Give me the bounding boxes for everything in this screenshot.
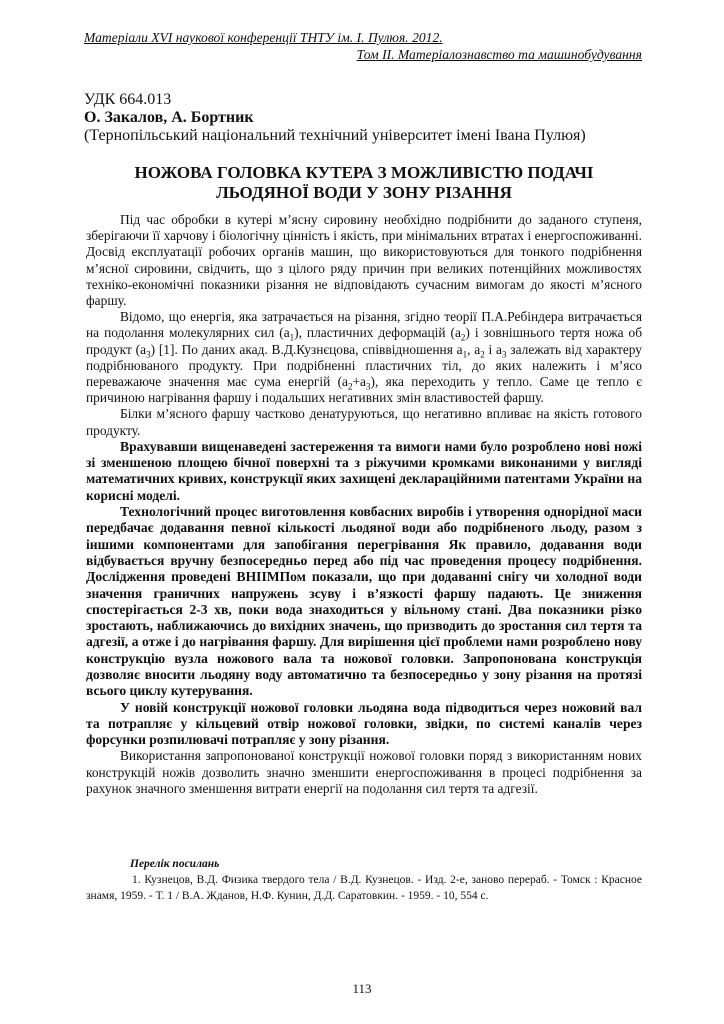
reference-item-1: 1. Кузнецов, В.Д. Физика твердого тела / В.Д. Кузнецов. - Изд. 2-е, заново перераб. - Томск : Красное знамя, 1959. - Т. 1 / В.А. Жданов, Н.Ф. Кунин, Д.Д. Саратовкин. - 1959. - 10, 554 с.: [86, 874, 642, 902]
paper-title-line-1: НОЖОВА ГОЛОВКА КУТЕРА З МОЖЛИВІСТЮ ПОДАЧІ: [134, 163, 594, 182]
references-heading: Перелік посилань: [130, 858, 220, 870]
udc-code: УДК 664.013: [84, 91, 172, 108]
authors: О. Закалов, А. Бортник: [84, 109, 254, 126]
affiliation: (Тернопільський національний технічний університет імені Івана Пулюя): [84, 127, 586, 144]
paragraph-5-bold: Технологічний процес виготовлення ковбасних виробів і утворення однорідної маси передбачає додавання певної кількості льодяної води або подрібненого льоду, разом з іншими компонентами для запобігання перегрівання Як правило, додавання води відбувається вручну безпосередньо перед або під час проведення процесу подрібнення. Дослідження проведені ВНІІМПом показали, що при додаванні снігу чи холодної води значення граничних напружень зсуву і в’язкості фаршу падають. Це зниження спостерігається 2-3 хв, поки вода знаходиться у вільному стані. Два показники різко зростають, наближаючись до вихідних значень, що призводить до зростання сил тертя та адгезії, а отже і до нагрівання фаршу. Для вирішення цієї проблеми нами розроблено нову конструкцію вузла ножового вала та ножової головки. Запропонована конструкція дозволяє вносити льодяну воду автоматично та безпосередньо у зону різання на протязі всього циклу кутерування.: [86, 504, 642, 699]
paragraph-3: Білки м’ясного фаршу частково денатуруються, що негативно впливає на якість готового продукту.: [86, 406, 642, 438]
paper-body: [86, 212, 642, 797]
paragraph-4-bold: Врахувавши вищенаведені застереження та вимоги нами було розроблено нові ножі зі зменшеною площею бічної поверхні та з ріжучими кромками виконаними у вигляді математичних кривих, конструкції яких захищені деклараційними патентами України на корисні моделі.: [86, 438, 642, 503]
paragraph-7: Використання запропонованої конструкції ножової головки поряд з використанням нових конструкцій ножів дозволить значно зменшити енергоспоживання в процесі подрібнення за рахунок значного зменшення витрати енергії на подолання сил тертя та адгезії.: [86, 748, 642, 796]
running-head-volume: Том II. Матеріалознавство та машинобудування: [356, 47, 642, 62]
paragraph-2: Відомо, що енергія, яка затрачається на різання, згідно теорії П.А.Ребіндера витрачається на подолання молекулярних сил $(а_1)$, пластичних деформацій $(а_2)$ і зовнішнього тертя ножа об продукт $(а_3)$ [1]. По даних акад. В.Д.Кузнєцова, співвідношення $а_1$, $а_2$ і $а_3$ залежать від характеру подрібнюваного продукту. При подрібненні пластичних тіл, до яких належить і м’ясо переважаюче значення має сума енергій $(а_2+а_3)$, яка переходить у тепло. Саме це тепло є причиною нагрівання фаршу і подальших негативних змін властивостей фаршу.: [86, 309, 643, 406]
paragraph-1: Під час обробки в кутері м’ясну сировину необхідно подрібнити до заданого ступеня, зберігаючи її харчову і біологічну цінність і якість, при мінімальних втратах і енергоспоживанні. Досвід експлуатації робочих органів машин, що використовуються для тонкого подрібнення м’ясної сировини, свідчить, що з цілого ряду причин при великих потенційних можливостях техніко-економічні показники різання не відповідають сучасним вимогам до якості м’ясного фаршу.: [86, 212, 642, 309]
running-head-conference: Матеріали XVI наукової конференції ТНТУ ім. І. Пулюя. 2012.: [84, 30, 443, 45]
paragraph-6-bold: У новій конструкції ножової головки льодяна вода підводиться через ножовий вал та потрапляє у кільцевий отвір ножової головки, звідки, по системі каналів через форсунки розпилювачі потрапляє у зону різання.: [86, 699, 642, 748]
paper-title: [84, 163, 644, 203]
page-number: 113: [352, 981, 372, 996]
paper-title-line-2: ЛЬОДЯНОЇ ВОДИ У ЗОНУ РІЗАННЯ: [216, 183, 512, 202]
